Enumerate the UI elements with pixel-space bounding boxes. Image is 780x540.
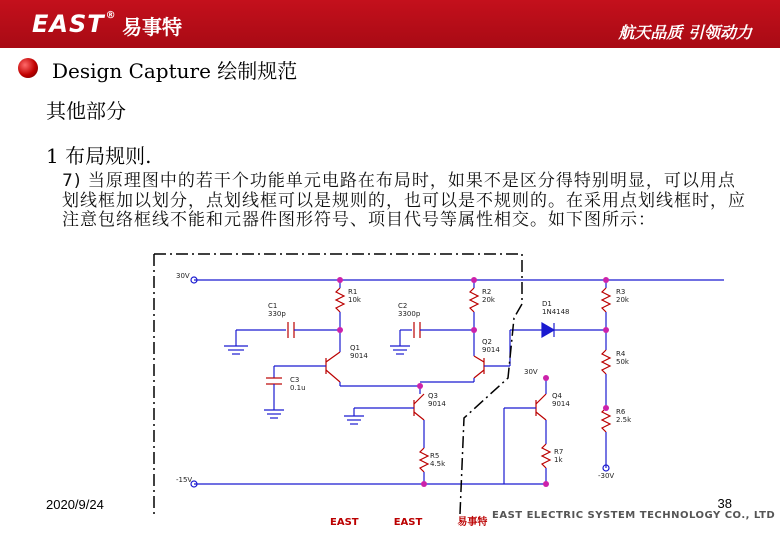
svg-text:9014: 9014 (552, 400, 570, 408)
svg-text:3300p: 3300p (398, 310, 421, 318)
svg-text:20k: 20k (482, 296, 495, 304)
svg-text:C2: C2 (398, 302, 408, 310)
svg-text:1N4148: 1N4148 (542, 308, 570, 316)
brand-logo: EAST® (32, 10, 117, 38)
svg-text:D1: D1 (542, 300, 552, 308)
svg-text:R7: R7 (554, 448, 564, 456)
footer-logo-2: EAST (393, 517, 423, 528)
brand-name-cn: 易事特 (122, 15, 182, 39)
section-heading: 1 布局规则. (46, 144, 152, 168)
svg-text:9014: 9014 (350, 352, 368, 360)
svg-text:R3: R3 (616, 288, 626, 296)
slide-title: Design Capture 绘制规范 (52, 59, 298, 83)
footer-date: 2020/9/24 (46, 497, 104, 512)
svg-text:C3: C3 (290, 376, 300, 384)
net-label-top: 30V (176, 272, 190, 280)
svg-text:Q3: Q3 (428, 392, 438, 400)
net-label-mid: 30V (524, 368, 538, 376)
bullet-icon (18, 58, 38, 78)
content-image (44, 168, 750, 514)
footer-logo-1: EAST (330, 517, 359, 528)
svg-text:C1: C1 (268, 302, 278, 310)
svg-text:4.5k: 4.5k (430, 460, 446, 468)
footer-company: EAST ELECTRIC SYSTEM TECHNOLOGY CO., LTD (492, 510, 776, 521)
svg-text:0.1u: 0.1u (290, 384, 306, 392)
svg-text:9014: 9014 (428, 400, 446, 408)
svg-text:Q4: Q4 (552, 392, 562, 400)
svg-text:330p: 330p (268, 310, 286, 318)
footer-logos (330, 510, 517, 529)
net-label-right-bottom: -30V (598, 472, 615, 480)
section-subtitle: 其他部分 (46, 99, 126, 123)
net-label-bottom: -15V (176, 476, 193, 484)
header-slogan: 航天品质 引领动力 (618, 23, 752, 42)
svg-text:R4: R4 (616, 350, 626, 358)
schematic-diagram (44, 168, 750, 514)
svg-text:R1: R1 (348, 288, 358, 296)
footer-logo-3: 易事特 (457, 517, 488, 528)
svg-text:20k: 20k (616, 296, 629, 304)
svg-text:Q2: Q2 (482, 338, 492, 346)
svg-text:R6: R6 (616, 408, 626, 416)
svg-text:50k: 50k (616, 358, 629, 366)
page-number: 38 (717, 496, 732, 511)
svg-text:1k: 1k (554, 456, 563, 464)
header-bar (0, 0, 780, 48)
svg-text:10k: 10k (348, 296, 361, 304)
svg-text:Q1: Q1 (350, 344, 360, 352)
rule-paragraph: 7) 当原理图中的若干个功能单元电路在布局时，如果不是区分得特别明显，可以用点划线框加以划分，点划线框可以是规则的，也可以是不规则的。在采用点划线框时，应注意包络框线不能和元器件图形符号、项目代号等属性相交。如下图所示： (62, 171, 746, 230)
svg-text:R5: R5 (430, 452, 440, 460)
svg-text:2.5k: 2.5k (616, 416, 632, 424)
svg-text:R2: R2 (482, 288, 492, 296)
svg-text:9014: 9014 (482, 346, 500, 354)
